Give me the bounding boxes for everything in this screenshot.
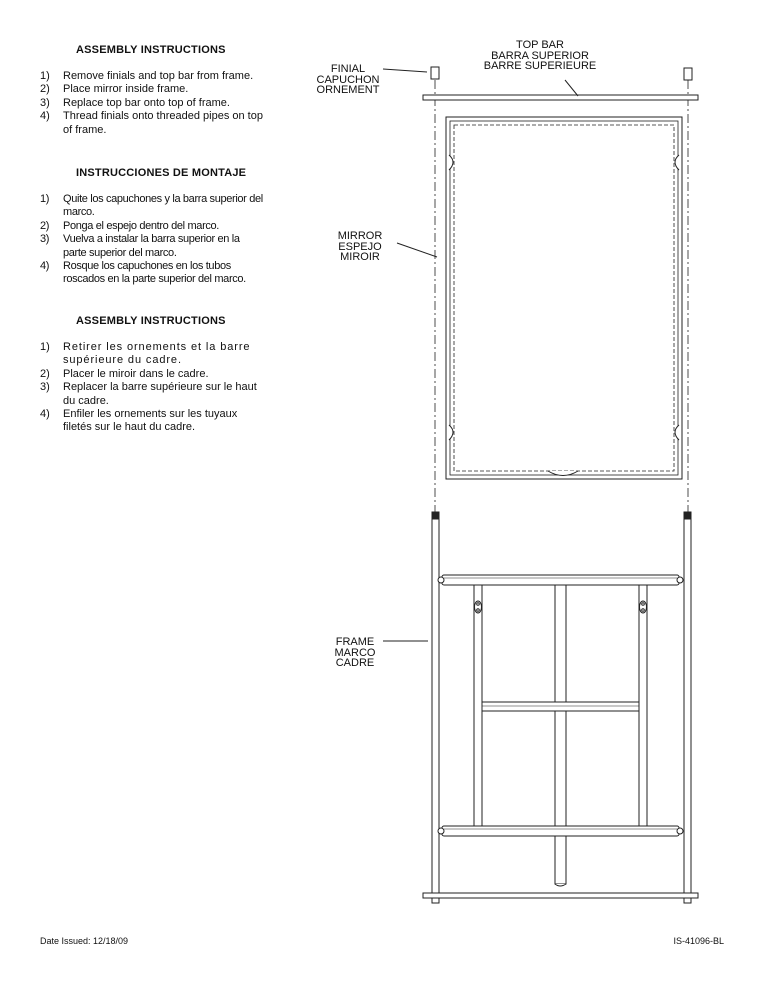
spanish-step-1: 1) Quite los capuchones y la barra superior del marco.: [40, 193, 263, 219]
french-step-3: 3) Replacer la barre supérieure sur le haut du cadre.: [40, 381, 257, 407]
mirror-label: MIRROR ESPEJO MIROIR: [337, 230, 383, 263]
english-step-4: 4) Thread finials onto threaded pipes on top of frame.: [40, 110, 263, 136]
spanish-step-3: 3) Vuelva a instalar la barra superior en la parte superior del marco.: [40, 233, 240, 259]
french-step-2: 2) Placer le miroir dans le cadre.: [40, 367, 209, 380]
frame-label: FRAME MARCO CADRE: [334, 636, 376, 669]
date-issued: Date Issued: 12/18/09: [40, 936, 129, 946]
english-step-3: 3) Replace top bar onto top of frame.: [40, 96, 230, 109]
french-step-4: 4) Enfiler les ornements sur les tuyaux filetés sur le haut du cadre.: [40, 408, 238, 434]
spanish-step-4: 4) Rosque los capuchones en los tubos roscados en la parte superior del marco.: [40, 260, 246, 286]
english-heading: ASSEMBLY INSTRUCTIONS: [76, 44, 226, 56]
english-step-1: 1) Remove finials and top bar from frame.: [40, 70, 254, 82]
frame-shape: [423, 512, 698, 903]
finial-label: FINIAL CAPUCHON ORNEMENT: [316, 63, 380, 96]
spanish-heading: INSTRUCCIONES DE MONTAJE: [76, 167, 247, 179]
english-step-2: 2) Place mirror inside frame.: [40, 83, 189, 96]
top-bar-shape: [423, 95, 698, 100]
spanish-step-2: 2) Ponga el espejo dentro del marco.: [40, 219, 220, 232]
mirror-shape: [446, 117, 682, 479]
french-step-1: 1) Retirer les ornements et la barre supérieure du cadre.: [40, 341, 251, 367]
french-heading: ASSEMBLY INSTRUCTIONS: [76, 315, 226, 327]
top-bar-label: TOP BAR BARRA SUPERIOR BARRE SUPERIEURE: [483, 39, 597, 72]
document-id: IS-41096-BL: [673, 936, 724, 946]
